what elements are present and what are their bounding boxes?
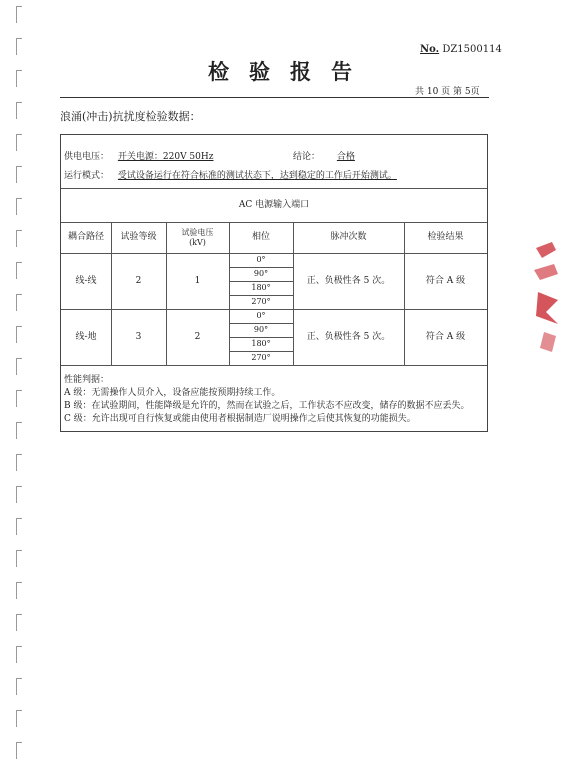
row2-phase-0: 0° xyxy=(256,311,266,321)
binding-hole xyxy=(16,70,22,87)
criteria-heading: 性能判据： xyxy=(64,375,110,385)
binding-hole xyxy=(16,294,22,311)
binding-hole xyxy=(16,102,22,119)
binding-hole xyxy=(16,262,22,279)
binding-hole xyxy=(16,518,22,535)
header-coupling-path: 耦合路径 xyxy=(67,232,104,243)
row1-test-level: 2 xyxy=(135,275,142,286)
binding-hole xyxy=(16,390,22,407)
red-seal-stamp xyxy=(532,240,560,360)
binding-hole xyxy=(16,38,22,55)
power-supply-row xyxy=(64,149,219,162)
binding-hole xyxy=(16,646,22,663)
binding-hole xyxy=(16,614,22,631)
binding-hole xyxy=(16,486,22,503)
row1-phase-270: 270° xyxy=(251,297,271,307)
row2-phase-90: 90° xyxy=(253,325,269,335)
binding-hole xyxy=(16,326,22,343)
conclusion-row xyxy=(293,149,369,162)
row1-phase-0: 0° xyxy=(256,255,266,265)
document-number xyxy=(420,44,502,55)
row1-phase-180: 180° xyxy=(251,283,271,293)
header-rule xyxy=(60,97,489,98)
port-title: AC 电源输入端口 xyxy=(238,199,310,210)
binding-hole xyxy=(16,6,22,23)
binding-hole xyxy=(16,166,22,183)
row2-coupling-path: 线-地 xyxy=(75,331,97,342)
criteria-b: B 级：在试验期间，性能降级是允许的，然而在试验之后，工作状态不应改变，储存的数据不应丢失。 xyxy=(64,401,470,411)
binding-hole xyxy=(16,422,22,439)
operating-mode-row xyxy=(64,168,403,181)
binding-hole xyxy=(16,678,22,695)
header-test-voltage: 试验电压 (kV) xyxy=(181,227,214,247)
row1-result: 符合 A 级 xyxy=(425,275,466,286)
header-phase: 相位 xyxy=(251,232,270,243)
binding-hole xyxy=(16,198,22,215)
binding-hole xyxy=(16,454,22,471)
binding-margin xyxy=(0,0,40,777)
row1-coupling-path: 线-线 xyxy=(75,275,97,286)
header-test-level: 试验等级 xyxy=(120,232,157,243)
header-result: 检验结果 xyxy=(427,232,464,243)
row1-phase-90: 90° xyxy=(253,269,269,279)
criteria-a: A 级：无需操作人员介入，设备应能按预期持续工作。 xyxy=(64,388,281,398)
page-info: 共 10 页 第 5页 xyxy=(415,87,480,97)
data-table-box xyxy=(60,134,488,432)
section-title: 浪涌(冲击)抗扰度检验数据： xyxy=(60,110,201,123)
document-number-label: No. xyxy=(420,44,440,55)
conclusion-value: 合格 xyxy=(336,152,355,162)
binding-hole xyxy=(16,134,22,151)
report-title: 检验报告 xyxy=(208,59,372,84)
row1-test-voltage: 1 xyxy=(194,275,201,286)
row2-result: 符合 A 级 xyxy=(425,331,466,342)
criteria-c: C 级：允许出现可自行恢复或能由使用者根据制造厂说明操作之后使其恢复的功能损失。 xyxy=(64,414,416,424)
operating-mode-value: 受试设备运行在符合标准的测试状态下，达到稳定的工作后开始测试。 xyxy=(117,171,397,181)
binding-hole xyxy=(16,230,22,247)
header-pulse-count: 脉冲次数 xyxy=(330,232,367,243)
row2-phase-180: 180° xyxy=(251,339,271,349)
power-supply-value: 开关电源：220V 50Hz xyxy=(117,152,214,162)
row2-test-level: 3 xyxy=(135,331,142,342)
binding-hole xyxy=(16,742,22,759)
binding-hole xyxy=(16,550,22,567)
row2-pulse-count: 正、负极性各 5 次。 xyxy=(306,331,391,342)
document-number-value: DZ1500114 xyxy=(442,44,502,55)
conclusion-label: 结论： xyxy=(293,152,321,162)
row1-pulse-count: 正、负极性各 5 次。 xyxy=(306,275,391,286)
operating-mode-label: 运行模式： xyxy=(64,171,110,181)
binding-hole xyxy=(16,358,22,375)
table-bottom-rule xyxy=(61,365,487,366)
row2-phase-270: 270° xyxy=(251,353,271,363)
binding-hole xyxy=(16,582,22,599)
binding-hole xyxy=(16,710,22,727)
power-supply-label: 供电电压： xyxy=(64,152,110,162)
row2-test-voltage: 2 xyxy=(194,331,201,342)
